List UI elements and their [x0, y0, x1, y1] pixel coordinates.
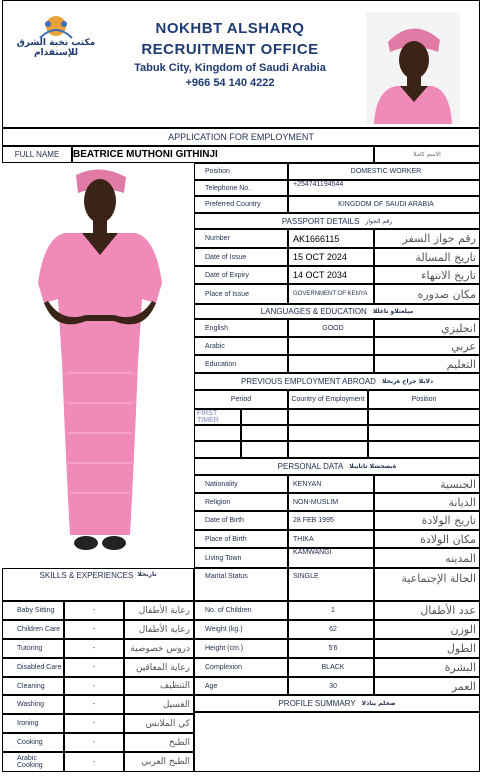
weight-label: Weight (kg.) [194, 620, 288, 639]
skill-label-ar: كي الملابس [124, 714, 194, 733]
full-name-value: BEATRICE MUTHONI GITHINJI [72, 146, 374, 163]
nationality-label-ar: الجنسية [374, 475, 480, 493]
height-value: 5'6 [288, 639, 374, 658]
date-of-birth-label-ar: تاريخ الولادة [374, 511, 480, 530]
period-header: Period [194, 390, 288, 409]
education-label-ar: التعليم [374, 355, 480, 373]
personal-data-title: PERSONAL DATA [277, 462, 344, 471]
height-label: Height (cm.) [194, 639, 288, 658]
skill-value: - [64, 695, 124, 714]
religion-label: Religion [194, 493, 288, 511]
passport-number-label-ar: رقم جواز السفر [374, 229, 480, 248]
complexion-label: Complexion [194, 658, 288, 677]
org-phone: +966 54 140 4222 [185, 77, 275, 89]
skill-label-ar: رعاية الأطفال [124, 620, 194, 639]
skill-label-ar: الطبخ [124, 733, 194, 752]
age-label-ar: العمر [374, 677, 480, 695]
nationality-label: Nationality [194, 475, 288, 493]
employment-cell [194, 425, 241, 441]
skill-label-ar: الغسيل [124, 695, 194, 714]
employment-cell [241, 425, 288, 441]
age-value: 30 [288, 677, 374, 695]
passport-photo [366, 12, 460, 124]
skill-label: Baby Sitting [2, 601, 64, 620]
position-header: Position [368, 390, 480, 409]
languages-title: LANGUAGES & EDUCATION [260, 307, 367, 316]
place-of-birth-value: THIKA [288, 530, 374, 548]
skills-title-ar: تاربخلا [137, 571, 157, 578]
preferred-country-value: KINGDOM OF SAUDI ARABIA [288, 196, 480, 213]
skill-label: Washing [2, 695, 64, 714]
profile-summary-title: PROFILE SUMMARY [278, 699, 356, 708]
date-of-birth-value: 28 FEB 1995 [288, 511, 374, 530]
skill-value: - [64, 677, 124, 695]
weight-label-ar: الوزن [374, 620, 480, 639]
date-of-issue-label: Date of Issue [194, 248, 288, 266]
languages-title-ar: ميلعتلاو تاغللا [372, 308, 414, 315]
place-of-issue-value: GOVERNMENT OF KENYA [288, 284, 374, 304]
weight-value: 62 [288, 620, 374, 639]
employment-cell [288, 425, 368, 441]
religion-value: NON-MUSLIM [288, 493, 374, 511]
place-of-issue-label: Place of Issue [194, 284, 288, 304]
full-body-photo [6, 163, 194, 568]
children-label: No. of Children [194, 601, 288, 620]
education-value [288, 355, 374, 373]
org-subtitle: RECRUITMENT OFFICE [141, 41, 319, 58]
marital-status-value: SINGLE [288, 568, 374, 601]
org-location: Tabuk City, Kingdom of Saudi Arabia [134, 62, 326, 74]
skill-label: Cleaning [2, 677, 64, 695]
complexion-label-ar: البشرة [374, 658, 480, 677]
languages-header [194, 304, 480, 319]
skill-label: Disabled Care [2, 658, 64, 677]
previous-employment-title-ar: دلابلا جراخ ةربخلا [381, 378, 434, 385]
skill-label: Children Care [2, 620, 64, 639]
skill-label-ar: الطبخ العربي [124, 752, 194, 772]
living-town-value: KAMWANGI [288, 548, 374, 568]
living-town-label: Living Town [194, 548, 288, 568]
skill-label-ar: التنظيف [124, 677, 194, 695]
telephone-label: Telephone No. [194, 180, 288, 196]
place-of-issue-label-ar: مكان صدوره [374, 284, 480, 304]
living-town-label-ar: المدينه [374, 548, 480, 568]
profile-summary-body [194, 712, 480, 772]
employment-cell [288, 409, 368, 425]
employment-cell [368, 425, 480, 441]
passport-details-title: PASSPORT DETAILS [281, 216, 360, 226]
skill-label: Tutoring [2, 639, 64, 658]
org-name: NOKHBT ALSHARQ [155, 20, 305, 37]
date-of-issue-label-ar: تاريخ المسالة [374, 248, 480, 266]
place-of-birth-label-ar: مكان الولادة [374, 530, 480, 548]
english-label-ar: انجليزي [374, 319, 480, 337]
first-timer-cell: FIRST TIMER [194, 409, 241, 425]
employment-cell [288, 441, 368, 458]
place-of-birth-label: Place of Birth [194, 530, 288, 548]
skill-value: - [64, 714, 124, 733]
position-value: DOMESTIC WORKER [288, 163, 480, 180]
personal-data-header [194, 458, 480, 475]
arabic-label: Arabic [194, 337, 288, 355]
skill-value: - [64, 658, 124, 677]
english-label: English [194, 319, 288, 337]
marital-status-label: Marital Status [194, 568, 288, 601]
employment-cell [368, 441, 480, 458]
marital-status-label-ar: الحالة الإجتماعية [374, 568, 480, 601]
arabic-value [288, 337, 374, 355]
passport-number-label: Number [194, 229, 288, 248]
skill-label: Cooking [2, 733, 64, 752]
height-label-ar: الطول [374, 639, 480, 658]
date-of-expiry-label-ar: تاريخ الانتهاء [374, 266, 480, 284]
previous-employment-title: PREVIOUS EMPLOYMENT ABROAD [240, 377, 376, 386]
arabic-label-ar: عربي [374, 337, 480, 355]
english-value: GOOD [288, 319, 374, 337]
date-of-expiry-value: 14 OCT 2034 [288, 266, 374, 284]
skill-label-ar: رعاية المعاقين [124, 658, 194, 677]
nationality-value: KENYAN [288, 475, 374, 493]
skill-label: Ironing [2, 714, 64, 733]
skills-title: SKILLS & EXPERIENCES [39, 571, 134, 580]
application-title: APPLICATION FOR EMPLOYMENT [2, 128, 480, 146]
religion-label-ar: الديانة [374, 493, 480, 511]
previous-employment-header [194, 373, 480, 390]
skill-label-ar: رعاية الأطفال [124, 601, 194, 620]
employment-cell [241, 441, 288, 458]
skill-value: - [64, 620, 124, 639]
skill-value: - [64, 639, 124, 658]
full-name-label: FULL NAME [2, 146, 72, 163]
date-of-expiry-label: Date of Expiry [194, 266, 288, 284]
age-label: Age [194, 677, 288, 695]
personal-data-title-ar: ةيصخشلا تانايبلا [349, 463, 397, 470]
passport-number-value: AK1666115 [288, 229, 374, 248]
country-of-employment-header: Country of Employment [288, 390, 368, 409]
profile-summary-title-ar: صخلم يتاذلا [361, 700, 396, 707]
skill-label-ar: دروس خصوصية [124, 639, 194, 658]
date-of-birth-label: Date of Birth [194, 511, 288, 530]
passport-details-title-ar: رقم الجواز [365, 217, 393, 225]
children-value: 1 [288, 601, 374, 620]
skill-value: - [64, 752, 124, 772]
employment-cell [241, 409, 288, 425]
skill-label: Arabic Cooking [2, 752, 64, 772]
children-label-ar: عدد الأطفال [374, 601, 480, 620]
skill-value: - [64, 733, 124, 752]
skill-value: - [64, 601, 124, 620]
skills-header [2, 568, 194, 601]
passport-details-header [194, 213, 480, 229]
employment-cell [194, 441, 241, 458]
employment-cell [368, 409, 480, 425]
education-label: Education [194, 355, 288, 373]
preferred-country-label: Preferred Country [194, 196, 288, 213]
date-of-issue-value: 15 OCT 2024 [288, 248, 374, 266]
profile-summary-header [194, 695, 480, 712]
full-name-label-ar: الاسم كاملا [374, 146, 480, 163]
complexion-value: BLACK [288, 658, 374, 677]
position-label: Position [194, 163, 288, 180]
telephone-value: +254741194544 [288, 180, 480, 196]
logo-text: مكتب نخبة الشرق للإستقدام [16, 38, 96, 58]
